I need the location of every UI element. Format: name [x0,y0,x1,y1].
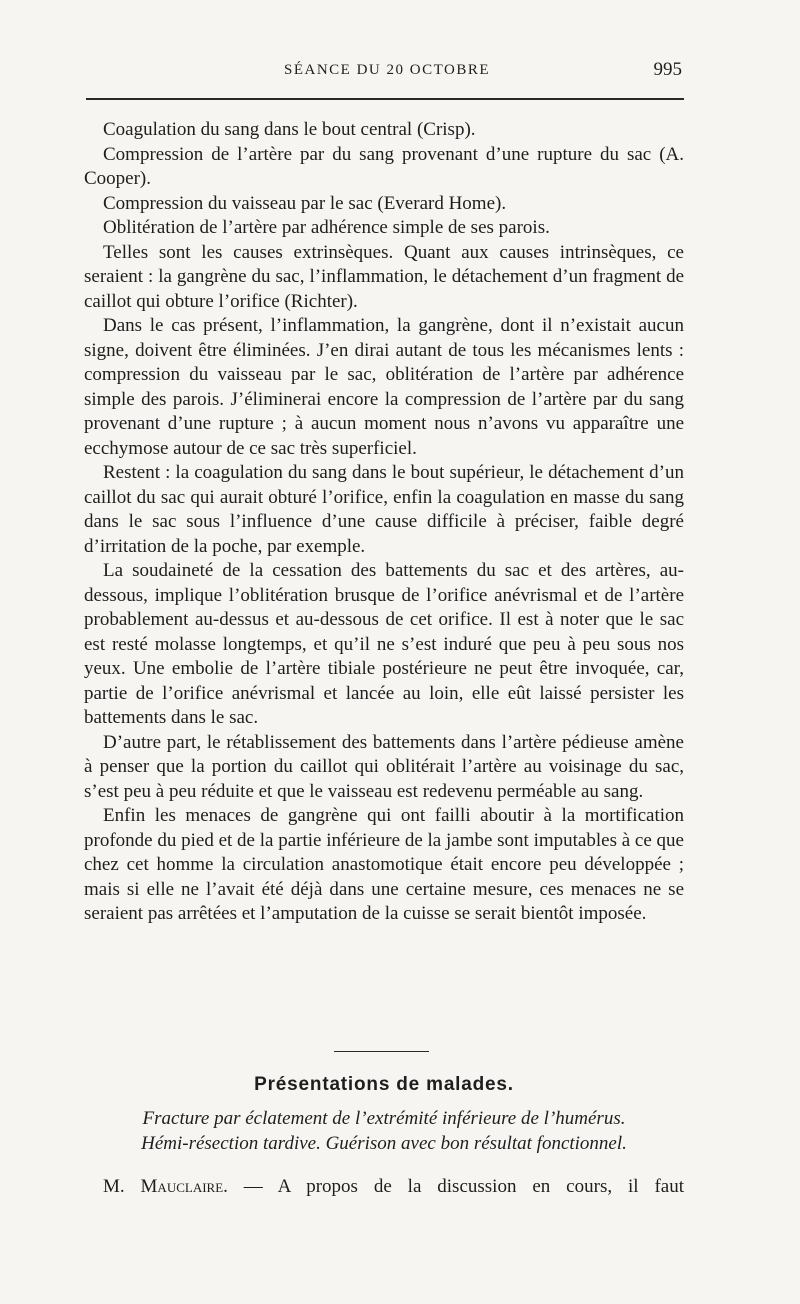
page-number: 995 [653,59,682,80]
paragraph: Enfin les menaces de gangrène qui ont failli aboutir à la mortification profonde du pied et de la partie inférieure de la jambe sont imputables à ce que chez cet homme la circulation anastomotique était encore peu développée ; mais si elle ne l’avait été déjà dans une certaine mesure, ces menaces ne se seraient pas arrêtées et l’amputation de la cuisse se serait bientôt imposée. [84,805,684,924]
paragraph: Coagulation du sang dans le bout central (Crisp). [103,119,476,140]
paragraph: Restent : la coagulation du sang dans le bout supérieur, le détachement d’un caillot du sac qui aurait obturé l’orifice, enfin la coagulation en masse du sang dans le sac sous l’influence d’une cause difficile à préciser, faible degré d’irritation de la poche, par exemple. [84,462,684,557]
paragraph: D’autre part, le rétablissement des battements dans l’artère pédieuse amène à penser que la portion du caillot qui oblitérait l’artère au voisinage du sac, s’est peu à peu réduite et que le vaisseau est redevenu perméable au sang. [84,731,684,802]
paragraph: Oblitération de l’artère par adhérence simple de ses parois. [103,217,550,238]
paragraph: Compression du vaisseau par le sac (Everard Home). [103,192,507,214]
body-text [84,118,684,927]
speaker-name: M. Mauclaire. [103,1176,228,1197]
paragraph: Telles sont les causes extrinsèques. Quant aux causes intrinsèques, ce seraient : la gangrène du sac, l’inflammation, le détachement d’un fragment de caillot qui obture l’orifice (Richter). [84,241,684,312]
header-rule [86,98,684,100]
section-divider [334,1051,429,1052]
paragraph: Dans le cas présent, l’inflammation, la gangrène, dont il n’existait aucun signe, doivent être éliminées. J’en dirai autant de tous les mécanismes lents : compression du vaisseau par le sac, oblitération de l’artère par adhérence simple des parois. J’éliminerai encore la compression de l’artère par du sang provenant d’une rupture ; à aucun moment nous n’avons vu apparaître une ecchymose autour de ce sac très superficiel. [84,315,684,459]
section-subtitle [84,1107,684,1156]
document-page [84,58,684,1197]
paragraph: La soudaineté de la cessation des battements du sac et des artères, au-dessous, implique l’oblitération brusque de l’orifice anévrismal et de l’artère probablement au-dessus et au-dessous de cet orifice. Il est à noter que le sac est resté molasse longtemps, et qu’il ne s’est induré que peu à peu sous nos yeux. Une embolie de l’artère tibiale postérieure ne peut être invoquée, car, partie de l’orifice anévrismal et lancée au loin, elle eût laissé persister les battements dans le sac. [84,560,684,728]
last-paragraph [84,1175,684,1200]
running-header-title: SÉANCE DU 20 OCTOBRE [284,62,490,78]
paragraph: Compression de l’artère par du sang provenant d’une rupture du sac (A. Cooper). [84,143,684,189]
section-heading: Présentations de malades. [254,1074,514,1095]
subtitle-line: Hémi-résection tardive. Guérison avec bon résultat fonctionnel. [141,1132,627,1154]
last-paragraph-text: — A propos de la discussion en cours, il faut [227,1176,684,1197]
running-header [84,58,684,88]
subtitle-line: Fracture par éclatement de l’extrémité inférieure de l’humérus. [142,1108,626,1129]
